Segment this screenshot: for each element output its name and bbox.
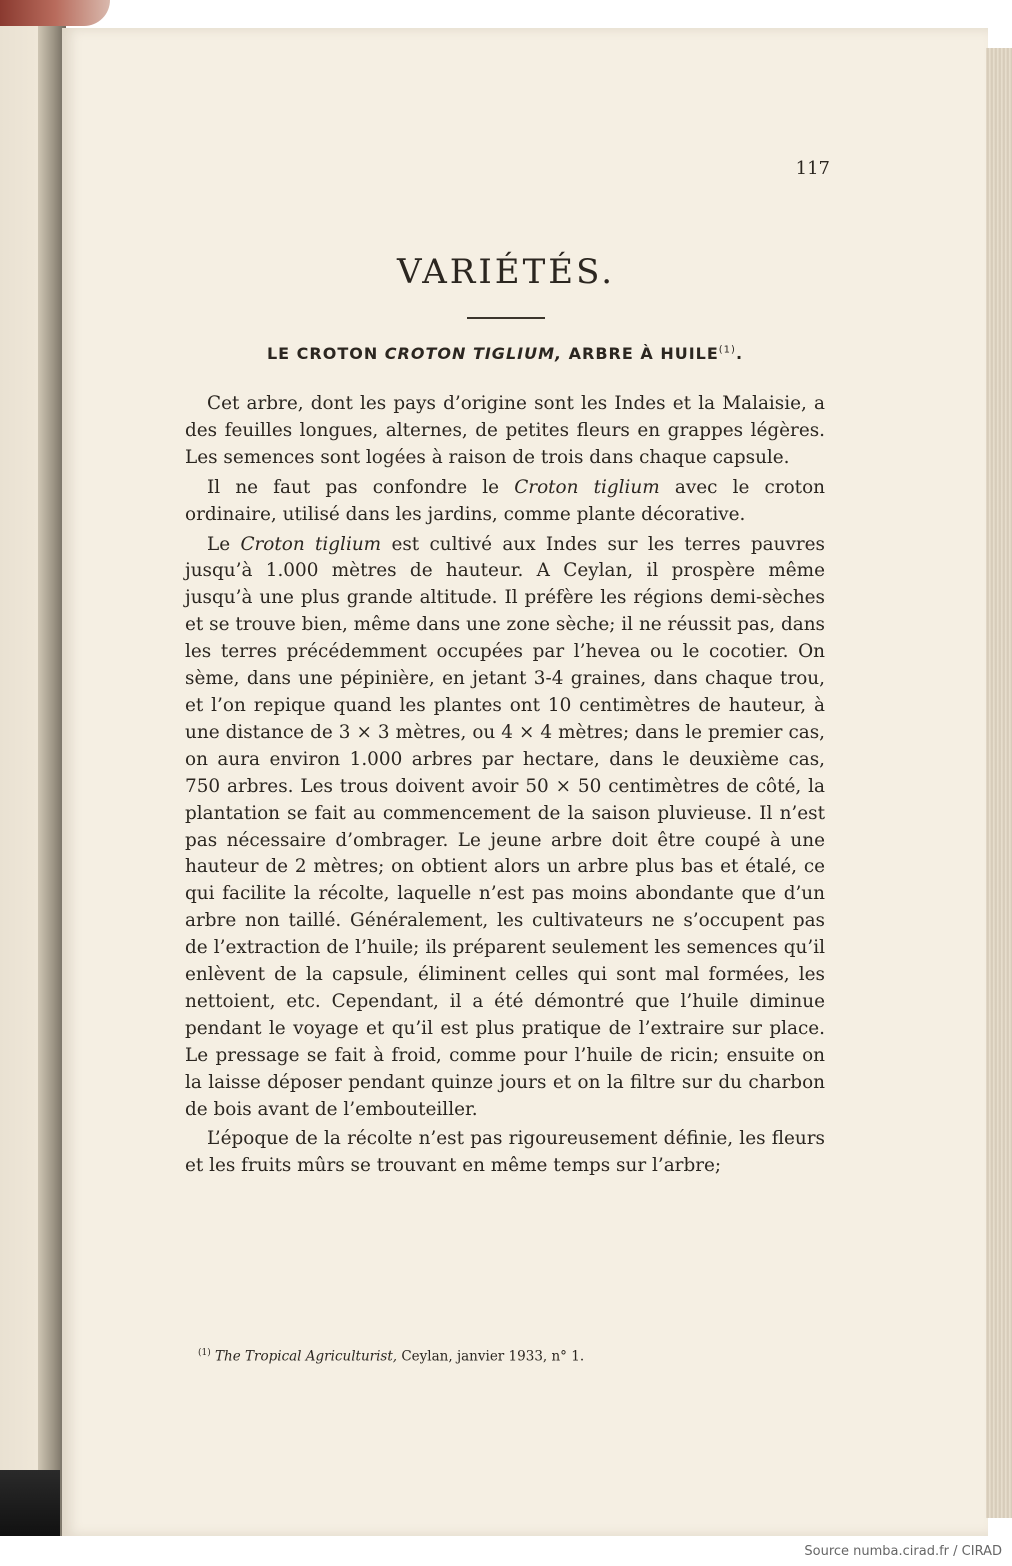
title-part2: ARBRE À HUILE [562, 344, 719, 363]
heading-rule [467, 317, 545, 319]
source-credit: Source numba.cirad.fr / CIRAD [804, 1544, 1002, 1559]
title-part1: LE CROTON [266, 344, 385, 363]
footnote-italic: The Tropical Agriculturist, [215, 1348, 398, 1365]
footnote-text: Ceylan, janvier 1933, n° 1. [397, 1348, 585, 1365]
section-heading: VARIÉTÉS. [396, 252, 616, 292]
footnote-mark: (1) [198, 1348, 211, 1358]
p2-italic: Croton tiglium [514, 476, 660, 498]
p3-text-b: est cultivé aux Indes sur les terres pauvres jusqu’à 1.000 mètres de hauteur. A Ceylan, il prospère même jusqu’à une plus grande altitude. Il préfère les régions demi-sèches et se trouve bien, même dans une zone sèche; il ne réussit pas, dans les terres précédemment occupées par l’hevea ou le cocotier. On sème, dans une pépinière, en jetant 3-4 graines, dans chaque trou, et l’on repique quand les plantes ont 10 centimètres de hauteur, à une distance de 3 × 3 mètres, ou 4 × 4 mètres; dans le premier cas, on aura environ 1.000 arbres par hectare, dans le deuxième cas, 750 arbres. Les trous doivent avoir 50 × 50 centimètres de côté, la plantation se fait au commencement de la saison pluvieuse. Il n’est pas nécessaire d’ombrager. Le jeune arbre doit être coupé à une hauteur de 2 mètres; on obtient alors un arbre plus bas et étalé, ce qui facilite la récolte, laquelle n’est pas moins abondante que d’un arbre non taillé. Généralement, les cultivateurs ne s’occupent pas de l’extraction de l’huile; ils préparent seulement les semences qu’il enlèvent de la capsule, éliminent celles qui sont mal formées, les nettoient, etc. Cependant, il a été démontré que l’huile diminue pendant le voyage et qu’il est plus pratique de l’extraire sur place. Le pressage se fait à froid, comme pour l’huile de ricin; ensuite on la laisse déposer pendant quinze jours et on la filtre sur du charbon de bois avant de l’embouteiller. [185, 533, 825, 1120]
p3-italic: Croton tiglium [240, 533, 382, 555]
page-stack-edges [986, 48, 1012, 1518]
paragraph-4: L’époque de la récolte n’est pas rigoureusement définie, les fleurs et les fruits mûrs se trouvant en même temps sur l’arbre; [185, 1128, 825, 1177]
p3-text-a: Le [207, 533, 241, 555]
bookmark-ribbon [0, 0, 110, 26]
p2-text-a: Il ne faut pas confondre le [207, 476, 515, 498]
page-number: 117 [795, 158, 830, 179]
paragraph-3 [185, 532, 825, 1124]
paragraph-1: Cet arbre, dont les pays d’origine sont les Indes et la Malaisie, a des feuilles longues, alternes, de petites fleurs en grappes légères. Les semences sont logées à raison de trois dans chaque capsule. [185, 393, 825, 468]
footnote [198, 1348, 828, 1365]
article-body [185, 391, 825, 1180]
p2-text-b: avec le croton ordinaire, utilisé dans les jardins, comme plante décorative. [185, 476, 825, 525]
title-italic: CROTON TIGLIUM, [384, 344, 563, 363]
article-title [185, 344, 825, 363]
title-footnote-mark: (1) [718, 344, 736, 356]
title-end: . [735, 344, 744, 363]
paragraph-2 [185, 475, 825, 529]
book-cover-corner [0, 1470, 60, 1536]
